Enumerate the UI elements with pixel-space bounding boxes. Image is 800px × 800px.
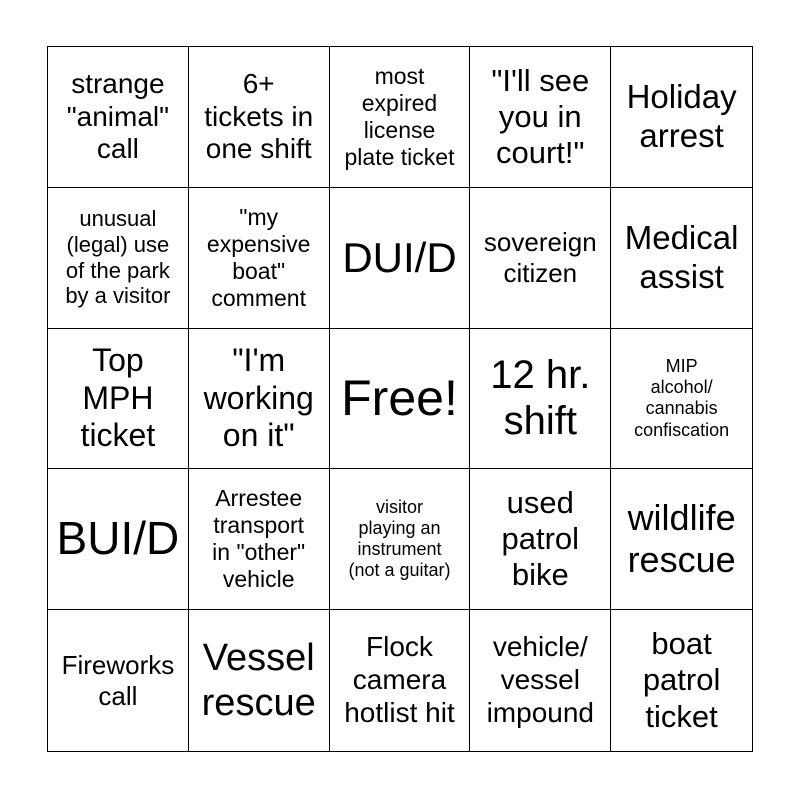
cell-text: most expired license plate ticket — [344, 63, 455, 170]
bingo-cell-r2c1[interactable] — [48, 188, 189, 329]
cell-text: "my expensive boat" comment — [206, 203, 311, 311]
cell-text: Medical assist — [624, 219, 739, 295]
cell-text: Free! — [341, 370, 458, 427]
cell-text: DUI/D — [342, 234, 457, 282]
cell-text: Holiday arrest — [626, 78, 737, 154]
cell-text: boat patrol ticket — [642, 626, 721, 734]
cell-text: strange "animal" call — [66, 67, 170, 165]
bingo-cell-r2c3[interactable] — [330, 188, 471, 329]
bingo-cell-r3c4[interactable] — [470, 329, 611, 470]
cell-text: Arrestee transport in "other" vehicle — [212, 485, 306, 593]
cell-text: Fireworks call — [61, 650, 175, 711]
bingo-cell-r2c4[interactable] — [470, 188, 611, 329]
bingo-cell-r2c2[interactable] — [189, 188, 330, 329]
bingo-cell-r1c4[interactable] — [470, 47, 611, 188]
bingo-board — [47, 46, 753, 752]
bingo-cell-r4c3[interactable] — [330, 469, 471, 610]
bingo-cell-r1c5[interactable] — [611, 47, 752, 188]
cell-text: used patrol bike — [501, 484, 580, 593]
bingo-cell-r5c4[interactable] — [470, 610, 611, 751]
cell-text: Flock camera hotlist hit — [344, 631, 455, 728]
cell-text: wildlife rescue — [627, 497, 736, 581]
bingo-cell-r5c3[interactable] — [330, 610, 471, 751]
cell-text: sovereign citizen — [483, 227, 597, 288]
cell-text: unusual (legal) use of the park by a visitor — [65, 206, 171, 309]
cell-text: "I'm working on it" — [203, 342, 314, 454]
bingo-cell-r1c1[interactable] — [48, 47, 189, 188]
bingo-cell-r4c5[interactable] — [611, 469, 752, 610]
bingo-cell-r1c2[interactable] — [189, 47, 330, 188]
bingo-cell-r3c2[interactable] — [189, 329, 330, 470]
cell-text: "I'll see you in court!" — [491, 62, 590, 171]
bingo-cell-r5c5[interactable] — [611, 610, 752, 751]
bingo-cell-r5c1[interactable] — [48, 610, 189, 751]
cell-text: BUI/D — [56, 512, 180, 565]
bingo-cell-r3c1[interactable] — [48, 329, 189, 470]
cell-text: 6+ tickets in one shift — [204, 67, 314, 165]
cell-text: MIP alcohol/ cannabis confiscation — [634, 356, 730, 440]
cell-text: Top MPH ticket — [80, 342, 156, 454]
bingo-cell-r4c1[interactable] — [48, 469, 189, 610]
cell-text: visitor playing an instrument (not a guitar) — [348, 497, 451, 581]
bingo-cell-r4c2[interactable] — [189, 469, 330, 610]
bingo-cell-r3c5[interactable] — [611, 329, 752, 470]
bingo-cell-r5c2[interactable] — [189, 610, 330, 751]
cell-text: 12 hr. shift — [490, 352, 591, 444]
cell-text: vehicle/ vessel impound — [486, 631, 594, 728]
cell-text: Vessel rescue — [201, 637, 316, 724]
bingo-cell-r3c3[interactable] — [330, 329, 471, 470]
bingo-cell-r1c3[interactable] — [330, 47, 471, 188]
bingo-cell-r2c5[interactable] — [611, 188, 752, 329]
bingo-cell-r4c4[interactable] — [470, 469, 611, 610]
